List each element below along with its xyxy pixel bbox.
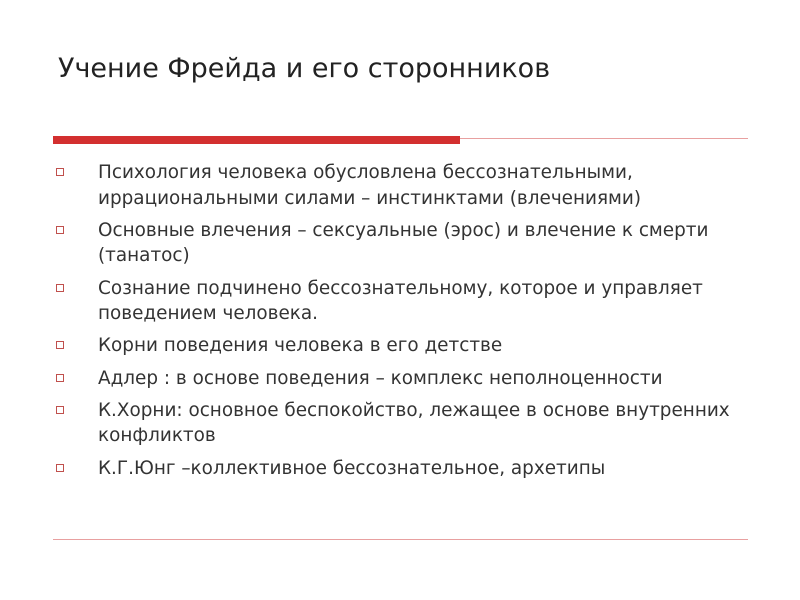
bullet-text: К.Г.Юнг –коллективное бессознательное, архетипы — [98, 457, 606, 479]
square-bullet-icon — [56, 168, 64, 176]
bottom-divider — [53, 539, 748, 540]
square-bullet-icon — [56, 406, 64, 414]
bullet-text: Психология человека обусловлена бессознательными, иррациональными силами – инстинктами (влечениями) — [98, 162, 642, 209]
list-item — [54, 398, 754, 449]
square-bullet-icon — [56, 341, 64, 349]
list-item — [54, 333, 754, 359]
square-bullet-icon — [56, 284, 64, 292]
bullet-text: К.Хорни: основное беспокойство, лежащее в основе внутренних конфликтов — [98, 399, 730, 447]
square-bullet-icon — [56, 464, 64, 472]
bullet-text: Адлер : в основе поведения – комплекс неполноценности — [98, 367, 663, 389]
bullet-list — [54, 160, 754, 488]
square-bullet-icon — [56, 374, 64, 382]
list-item — [54, 160, 754, 211]
list-item — [54, 366, 754, 392]
bullet-text: Основные влечения – сексуальные (эрос) и влечение к смерти (танатос) — [98, 219, 709, 267]
slide-title: Учение Фрейда и его сторонников — [58, 53, 551, 84]
square-bullet-icon — [56, 226, 64, 234]
bullet-text: Корни поведения человека в его детстве — [98, 335, 503, 357]
list-item — [54, 456, 754, 482]
bullet-text: Сознание подчинено бессознательному, которое и управляет поведением человека. — [98, 277, 703, 325]
list-item — [54, 276, 754, 327]
top-divider-accent — [53, 136, 460, 144]
list-item — [54, 218, 754, 269]
